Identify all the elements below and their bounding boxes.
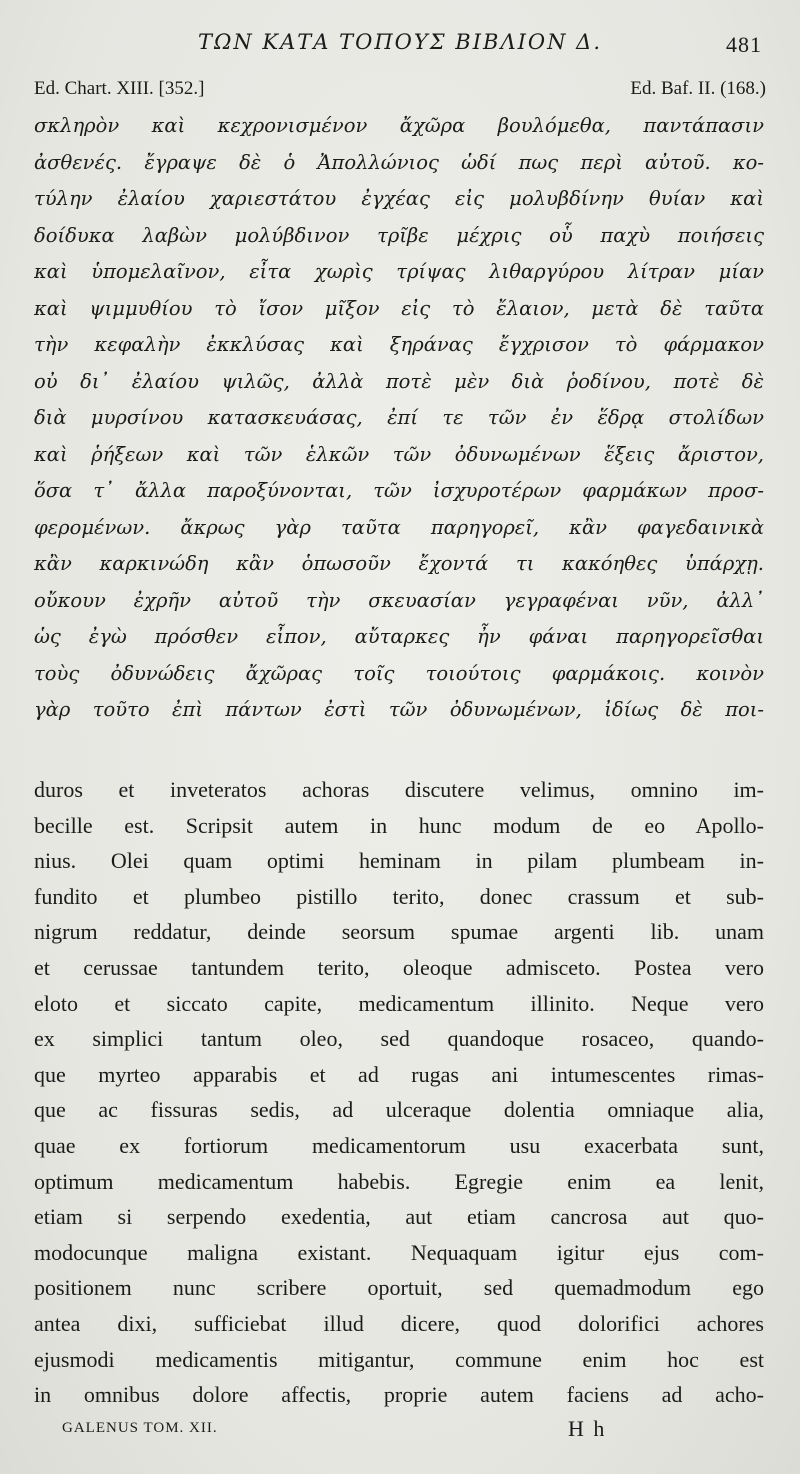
greek-text-line: ὅσα τ᾽ ἄλλα παροξύνονται, τῶν ἰσχυροτέρων φαρμάκων προσ- — [34, 479, 764, 502]
page-footer — [34, 1416, 766, 1442]
latin-text-line: positionem nunc scribere oportuit, sed quemadmodum ego — [34, 1275, 764, 1301]
latin-text-line: duros et inveteratos achoras discutere velimus, omnino im- — [34, 777, 764, 802]
greek-text-line: δοίδυκα λαβὼν μολύβδινον τρῖβε μέχρις οὗ παχὺ ποιήσεις — [34, 223, 764, 247]
latin-text-line: becille est. Scripsit autem in hunc modum de eo Apollo- — [34, 812, 764, 838]
greek-text-line: τοὺς ὀδυνώδεις ἄχῶρας τοῖς τοιούτοις φαρμάκοις. κοινὸν — [34, 661, 764, 685]
edition-chartier-reference: Ed. Chart. XIII. [352.] — [34, 78, 205, 99]
greek-text-line: κἂν καρκινώδη κἂν ὁπωσοῦν ἔχοντά τι κακόηθες ὑπάρχῃ. — [34, 552, 764, 575]
greek-text-line: καὶ ψιμμυθίου τὸ ἴσον μῖξον εἰς τὸ ἔλαιον, μετὰ δὲ ταῦτα — [34, 296, 764, 320]
edition-basel-reference: Ed. Baf. II. (168.) — [630, 78, 766, 99]
latin-text-block — [34, 772, 764, 1413]
running-title: ΤΩΝ ΚΑΤΑ ΤΟΠΟΥΣ ΒΙΒΛΙΟΝ Δ. — [197, 30, 603, 54]
latin-text-line: nigrum reddatur, deinde seorsum spumae argenti lib. unam — [34, 919, 764, 945]
edition-reference-line — [34, 78, 766, 102]
running-head — [34, 30, 766, 60]
latin-text-line: ejusmodi medicamentis mitigantur, commune enim hoc est — [34, 1346, 764, 1372]
latin-text-line: in omnibus dolore affectis, proprie autem faciens ad acho- — [34, 1382, 764, 1408]
greek-text-line: ἀσθενές. ἔγραψε δὲ ὁ Ἀπολλώνιος ὡδί πως περὶ αὐτοῦ. κο- — [34, 150, 764, 174]
latin-text-line: modocunque maligna existant. Nequaquam igitur ejus com- — [34, 1239, 764, 1265]
greek-text-line: οὐ δι᾽ ἐλαίου ψιλῶς, ἀλλὰ ποτὲ μὲν διὰ ῥοδίνου, ποτὲ δὲ — [34, 369, 764, 393]
greek-text-line: ὡς ἐγὼ πρόσθεν εἶπον, αὔταρκες ἦν φάναι παρηγορεῖσθαι — [34, 625, 764, 648]
latin-text-line: fundito et plumbeo pistillo terito, donec crassum et sub- — [34, 883, 764, 909]
latin-text-line: quae ex fortiorum medicamentorum usu exacerbata sunt, — [34, 1132, 764, 1158]
latin-text-line: ex simplici tantum oleo, sed quandoque rosaceo, quando- — [34, 1026, 764, 1052]
latin-text-line: que myrteo apparabis et ad rugas ani intumescentes rimas- — [34, 1061, 764, 1087]
latin-text-line: que ac fissuras sedis, ad ulceraque dolentia omniaque alia, — [34, 1097, 764, 1123]
greek-text-line: σκληρὸν καὶ κεχρονισμένον ἄχῶρα βουλόμεθα, παντάπασιν — [34, 114, 764, 137]
latin-text-line: optimum medicamentum habebis. Egregie enim ea lenit, — [34, 1168, 764, 1194]
signature-mark: GALENUS TOM. XII. — [62, 1420, 218, 1436]
latin-text-line: et cerussae tantundem terito, oleoque admisceto. Postea vero — [34, 954, 764, 980]
latin-text-line: etiam si serpendo exedentia, aut etiam cancrosa aut quo- — [34, 1204, 764, 1230]
greek-text-line: καὶ ῥήξεων καὶ τῶν ἑλκῶν τῶν ὀδυνωμένων ἕξεις ἄριστον, — [34, 442, 764, 466]
greek-text-line: φερομένων. ἄκρως γὰρ ταῦτα παρηγορεῖ, κἂν φαγεδαινικὰ — [34, 515, 764, 539]
greek-text-line: διὰ μυρσίνου κατασκευάσας, ἐπί τε τῶν ἐν ἕδρᾳ στολίδων — [34, 406, 764, 429]
latin-text-line: nius. Olei quam optimi heminam in pilam plumbeam in- — [34, 848, 764, 874]
greek-text-line: τὴν κεφαλὴν ἐκκλύσας καὶ ξηράνας ἔγχρισον τὸ φάρμακον — [34, 333, 764, 356]
signature-letters: H h — [568, 1416, 607, 1441]
greek-text-line: γὰρ τοῦτο ἐπὶ πάντων ἐστὶ τῶν ὀδυνωμένων, ἰδίως δὲ ποι- — [34, 698, 764, 721]
greek-text-line: οὔκουν ἐχρῆν αὐτοῦ τὴν σκευασίαν γεγραφέναι νῦν, ἀλλ᾽ — [34, 588, 764, 612]
latin-text-line: antea dixi, sufficiebat illud dicere, quod dolorifici achores — [34, 1310, 764, 1336]
greek-text-line: καὶ ὑπομελαῖνον, εἶτα χωρὶς τρίψας λιθαργύρου λίτραν μίαν — [34, 260, 764, 283]
greek-text-block — [34, 108, 764, 729]
page-number: 481 — [726, 32, 762, 57]
greek-text-line: τύλην ἐλαίου χαριεστάτου ἐγχέας εἰς μολυβδίνην θυίαν καὶ — [34, 187, 764, 210]
latin-text-line: eloto et siccato capite, medicamentum illinito. Neque vero — [34, 990, 764, 1016]
